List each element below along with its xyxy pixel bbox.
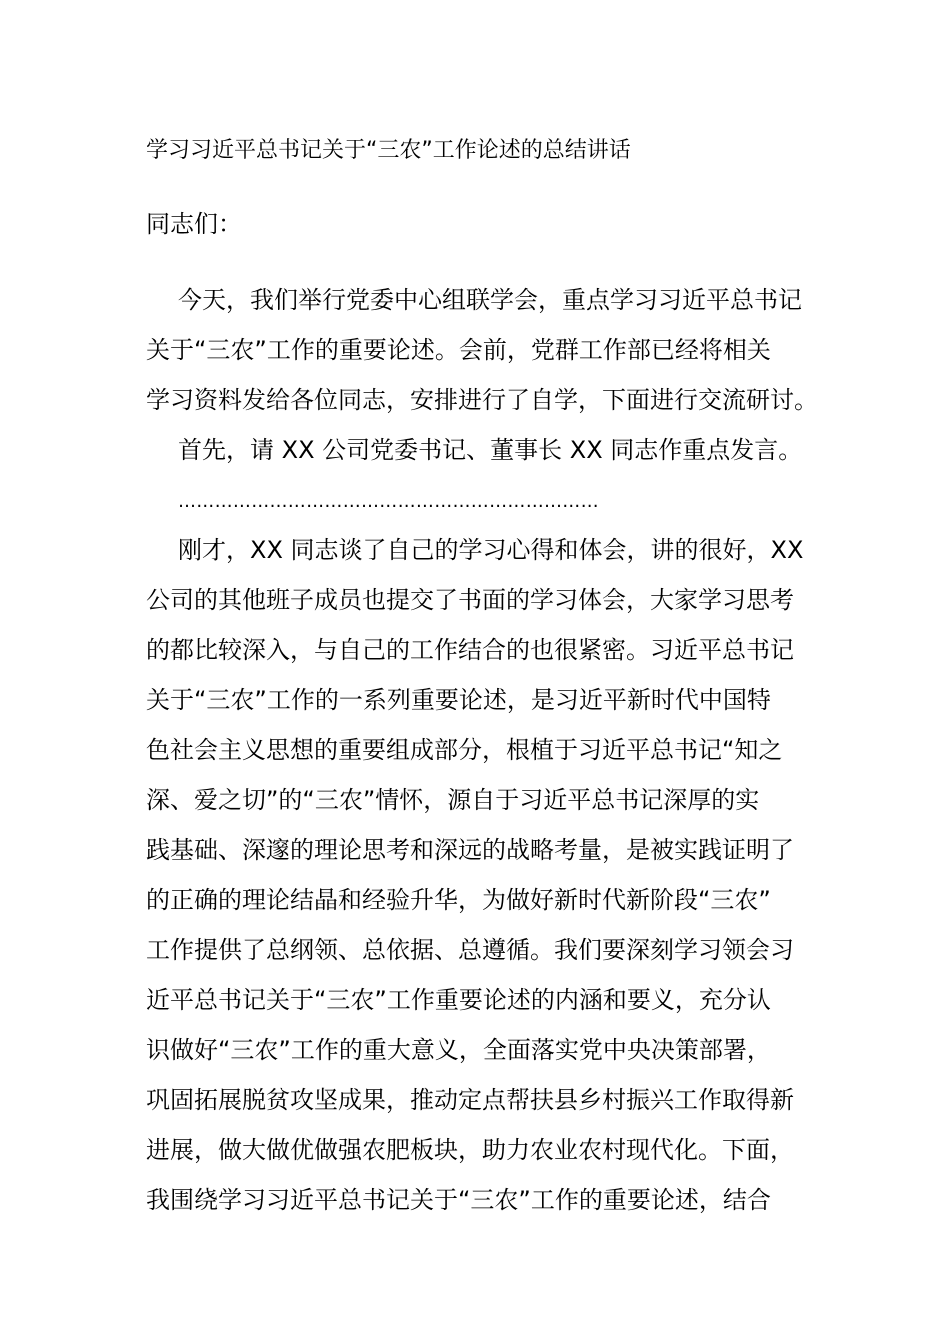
body-line: 进展，做大做优做强农肥板块，助力农业农村现代化。下面，	[146, 1136, 794, 1164]
body-line: 今天，我们举行党委中心组联学会，重点学习习近平总书记	[178, 286, 802, 314]
body-line: 关于“三农”工作的一系列重要论述，是习近平新时代中国特	[146, 686, 771, 714]
body-line: 识做好“三农”工作的重大意义，全面落实党中央决策部署，	[146, 1036, 771, 1064]
document-title: 学习习近平总书记关于“三农”工作论述的总结讲话	[146, 138, 631, 163]
body-line: 首先，请 XX 公司党委书记、董事长 XX 同志作重点发言。	[178, 436, 803, 464]
body-line: 关于“三农”工作的重要论述。会前，党群工作部已经将相关	[146, 336, 771, 364]
body-line: 工作提供了总纲领、总依据、总遵循。我们要深刻学习领会习	[146, 936, 794, 964]
body-line: 刚才，XX 同志谈了自己的学习心得和体会，讲的很好，XX	[178, 536, 804, 564]
body-line: 践基础、深邃的理论思考和深远的战略考量，是被实践证明了	[146, 836, 794, 864]
body-line: 公司的其他班子成员也提交了书面的学习体会，大家学习思考	[146, 586, 794, 614]
body-line: 我围绕学习习近平总书记关于“三农”工作的重要论述，结合	[146, 1186, 771, 1214]
body-line: 的正确的理论结晶和经验升华，为做好新时代新阶段“三农”	[146, 886, 771, 914]
body-line: 深、爱之切”的“三农”情怀，源自于习近平总书记深厚的实	[146, 786, 760, 814]
body-line: 近平总书记关于“三农”工作重要论述的内涵和要义，充分认	[146, 986, 771, 1014]
salutation: 同志们：	[146, 210, 242, 238]
body-line: 学习资料发给各位同志，安排进行了自学，下面进行交流研讨。	[146, 386, 818, 414]
body-line: 色社会主义思想的重要组成部分，根植于习近平总书记“知之	[146, 736, 783, 764]
body-line: 巩固拓展脱贫攻坚成果，推动定点帮扶县乡村振兴工作取得新	[146, 1086, 794, 1114]
ellipsis-line: ……………………………………………………………	[178, 491, 599, 512]
body-line: 的都比较深入，与自己的工作结合的也很紧密。习近平总书记	[146, 636, 794, 664]
